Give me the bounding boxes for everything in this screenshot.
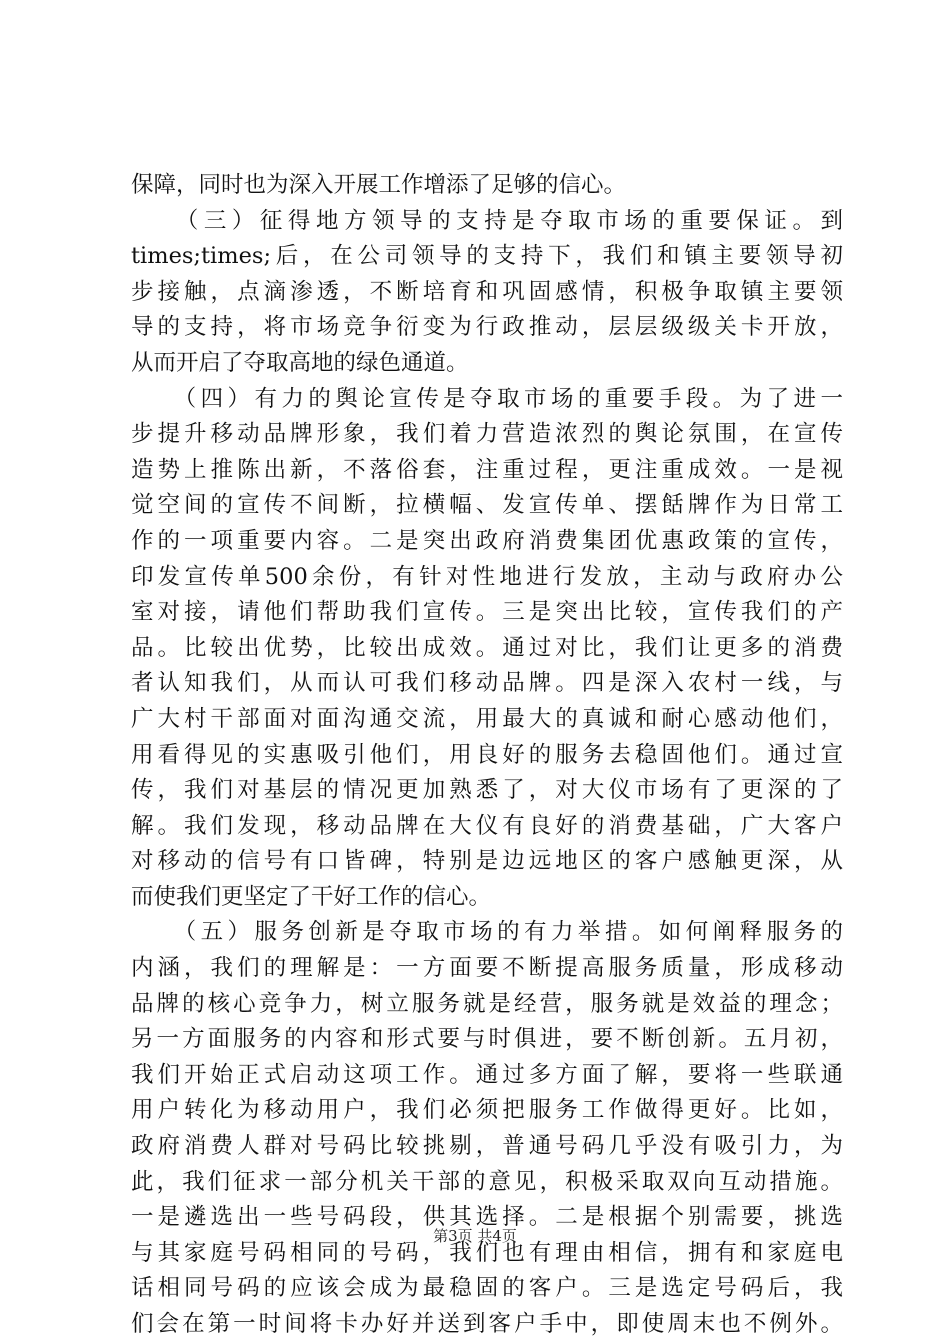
- document-body: [131, 168, 843, 1343]
- page-number-footer: 第3页 共4页: [433, 1227, 517, 1245]
- text-line: 内涵，我们的理解是：一方面要不断提高服务质量，形成移动: [131, 955, 843, 982]
- text-line: 另一方面服务的内容和形式要与时俱进，要不断创新。五月初，: [131, 1026, 843, 1053]
- text-line: 室对接，请他们帮助我们宣传。三是突出比较，宣传我们的产: [131, 599, 843, 626]
- text-line: 导的支持，将市场竞争衍变为行政推动，层层级级关卡开放，: [131, 314, 843, 341]
- text-line: 而使我们更坚定了干好工作的信心。: [131, 883, 492, 910]
- text-line: 步提升移动品牌形象，我们着力营造浓烈的舆论氛围，在宣传: [131, 421, 843, 448]
- text-line: 广大村干部面对面沟通交流，用最大的真诚和耐心感动他们，: [131, 705, 843, 732]
- text-line: 政府消费人群对号码比较挑剔，普通号码几乎没有吸引力，为: [131, 1133, 843, 1160]
- text-line: 者认知我们，从而认可我们移动品牌。四是深入农村一线，与: [131, 670, 843, 697]
- text-line: 觉空间的宣传不间断，拉横幅、发宣传单、摆餂牌作为日常工: [131, 492, 843, 519]
- text-line: （四）有力的舆论宣传是夺取市场的重要手段。为了进一: [131, 385, 843, 412]
- text-line: 一是遴选出一些号码段，供其选择。二是根据个别需要，挑选: [131, 1204, 843, 1231]
- text-line: 品牌的核心竞争力，树立服务就是经营，服务就是效益的理念；: [131, 990, 843, 1017]
- text-line: 我们开始正式启动这项工作。通过多方面了解，要将一些联通: [131, 1061, 843, 1088]
- text-line: 保障，同时也为深入开展工作增添了足够的信心。: [131, 172, 627, 198]
- text-line: 用看得见的实惠吸引他们，用良好的服务去稳固他们。通过宣: [131, 741, 843, 768]
- text-line: （五）服务创新是夺取市场的有力举措。如何阐释服务的: [131, 919, 843, 946]
- text-line: 话相同号码的应该会成为最稳固的客户。三是选定号码后，我: [131, 1275, 843, 1302]
- text-line: 们会在第一时间将卡办好并送到客户手中，即使周末也不例外。: [131, 1311, 843, 1337]
- text-line: 此，我们征求一部分机关干部的意见，积极采取双向互动措施。: [131, 1168, 843, 1195]
- text-line: 传，我们对基层的情况更加熟悉了，对大仪市场有了更深的了: [131, 777, 843, 804]
- text-line: 与其家庭号码相同的号码，我们也有理由相信，拥有和家庭电: [131, 1239, 843, 1266]
- text-line: 从而开启了夺取高地的绿色通道。: [131, 349, 469, 376]
- text-line: （三）征得地方领导的支持是夺取市场的重要保证。到: [131, 207, 843, 234]
- text-line: times;times;后，在公司领导的支持下，我们和镇主要领导初: [131, 243, 843, 270]
- text-line: 印发宣传单500余份，有针对性地进行发放，主动与政府办公: [131, 563, 843, 590]
- text-line: 作的一项重要内容。二是突出政府消费集团优惠政策的宣传，: [131, 527, 843, 554]
- text-line: 造势上推陈出新，不落俗套，注重过程，更注重成效。一是视: [131, 456, 843, 483]
- text-line: 步接触，点滴渗透，不断培育和巩固感情，积极争取镇主要领: [131, 278, 843, 305]
- text-line: 品。比较出优势，比较出成效。通过对比，我们让更多的消费: [131, 634, 843, 661]
- text-line: 对移动的信号有口皆碑，特别是边远地区的客户感触更深，从: [131, 848, 843, 875]
- text-line: 用户转化为移动用户，我们必须把服务工作做得更好。比如，: [131, 1097, 843, 1124]
- text-line: 解。我们发现，移动品牌在大仪有良好的消费基础，广大客户: [131, 812, 843, 839]
